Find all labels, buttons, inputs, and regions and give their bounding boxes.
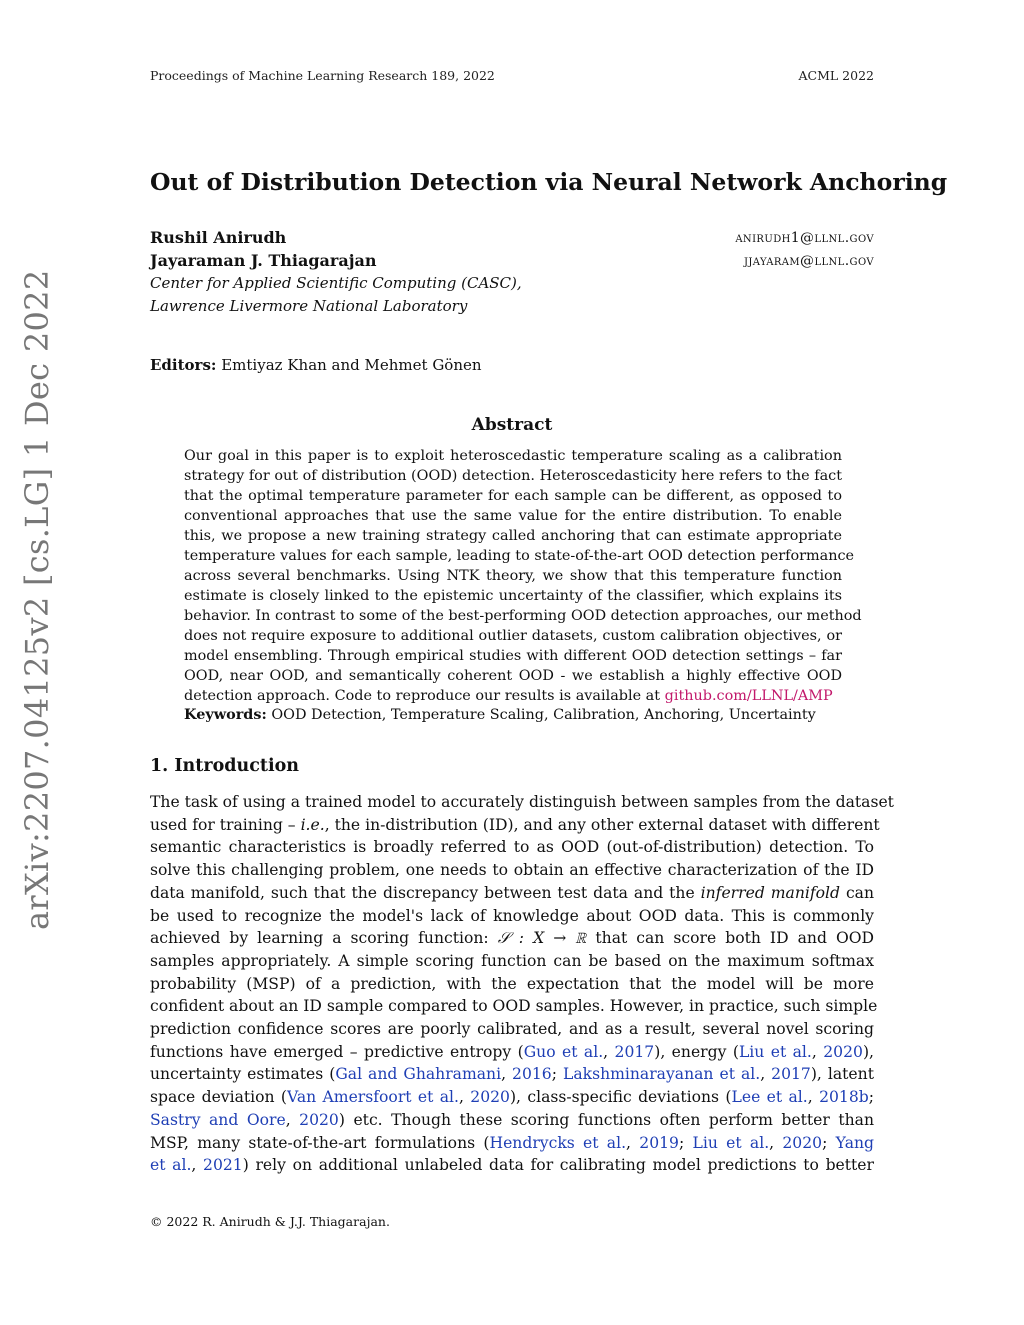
- abstract-line: Our goal in this paper is to exploit heteroscedastic temperature scaling as a calibration: [184, 448, 842, 464]
- citation-link[interactable]: Liu et al.: [738, 1042, 812, 1061]
- body-line: space deviation (Van Amersfoort et al., 2020), class-specific deviations (Lee et al., 2018b;: [150, 1088, 874, 1107]
- body-line: The task of using a trained model to accurately distinguish between samples from the dataset: [150, 793, 894, 811]
- citation-year-link[interactable]: 2020: [299, 1110, 339, 1129]
- keywords-label: Keywords:: [184, 706, 267, 723]
- citation-year-link[interactable]: 2020: [823, 1042, 863, 1061]
- abstract-line: estimate is closely linked to the epistemic uncertainty of the classifier, which explains its: [184, 588, 842, 604]
- body-line: Sastry and Oore, 2020) etc. Though these scoring functions often perform better than: [150, 1110, 875, 1129]
- abstract-line: temperature values for each sample, leading to state-of-the-art OOD detection performance: [184, 548, 855, 564]
- citation-link[interactable]: Hendrycks et al.: [489, 1133, 627, 1152]
- citation-link[interactable]: Yang: [835, 1133, 875, 1152]
- abstract-line: conventional approaches that use the same value for the entire distribution. To enable: [184, 508, 842, 524]
- citation-year-link[interactable]: 2017: [771, 1065, 811, 1084]
- abstract-line: [184, 686, 842, 706]
- citation-link[interactable]: Gal and Ghahramani: [335, 1065, 502, 1084]
- author-email[interactable]: jjayaram@llnl.gov: [743, 253, 874, 269]
- running-header-left: Proceedings of Machine Learning Research 189, 2022: [150, 68, 495, 83]
- author-2: [150, 251, 874, 270]
- abstract-line: that the optimal temperature parameter for each sample can be different, as opposed to: [184, 488, 842, 504]
- running-header-right: ACML 2022: [798, 68, 874, 83]
- body-line: semantic characteristics is broadly referred to as OOD (out-of-distribution) detection. To: [150, 838, 874, 857]
- body-line: uncertainty estimates (Gal and Ghahramani, 2016; Lakshminarayanan et al., 2017), latent: [150, 1065, 874, 1084]
- body-line: solve this challenging problem, one needs to obtain an effective characterization of the ID: [150, 861, 874, 880]
- citation-year-link[interactable]: 2021: [203, 1156, 243, 1175]
- abstract-line: model ensembling. Through empirical studies with different OOD detection settings – far: [184, 648, 842, 664]
- abstract-line: behavior. In contrast to some of the best-performing OOD detection approaches, our method: [184, 608, 862, 624]
- citation-year-link[interactable]: 2020: [470, 1088, 510, 1107]
- author-name: Jayaraman J. Thiagarajan: [150, 251, 377, 270]
- paper-title: Out of Distribution Detection via Neural Network Anchoring: [150, 168, 948, 196]
- body-line: et al., 2021) rely on additional unlabeled data for calibrating model predictions to better: [150, 1156, 874, 1175]
- body-line: samples appropriately. A simple scoring function can be based on the maximum softmax: [150, 951, 874, 970]
- citation-link[interactable]: Sastry and Oore: [150, 1110, 286, 1129]
- citation-year-link[interactable]: 2020: [782, 1133, 823, 1152]
- citation-year-link[interactable]: 2018b: [819, 1088, 869, 1107]
- abstract-line-text: detection approach. Code to reproduce our results is available at: [184, 688, 665, 704]
- copyright-footer: © 2022 R. Anirudh & J.J. Thiagarajan.: [150, 1214, 390, 1229]
- arxiv-stamp: arXiv:2207.04125v2 [cs.LG] 1 Dec 2022: [18, 269, 56, 930]
- keywords: [184, 706, 816, 723]
- math-expression: 𝒮 : X → ℝ: [497, 929, 587, 948]
- author-email[interactable]: anirudh1@llnl.gov: [735, 230, 874, 246]
- abstract-body: [184, 446, 862, 706]
- body-line: be used to recognize the model's lack of knowledge about OOD data. This is commonly: [150, 906, 874, 925]
- abstract-line: does not require exposure to additional outlier datasets, custom calibration objectives, or: [184, 628, 842, 644]
- citation-link[interactable]: Guo et al.: [523, 1042, 604, 1061]
- body-line: MSP, many state-of-the-art formulations (Hendrycks et al., 2019; Liu et al., 2020; Yang: [150, 1133, 875, 1152]
- body-line: used for training – i.e., the in-distribution (ID), and any other external dataset with different: [150, 815, 880, 834]
- citation-link[interactable]: Liu et al.: [692, 1133, 770, 1152]
- author-1: [150, 228, 874, 247]
- citation-link[interactable]: Lee et al.: [731, 1088, 808, 1107]
- abstract-line: across several benchmarks. Using NTK theory, we show that this temperature function: [184, 568, 842, 584]
- author-name: Rushil Anirudh: [150, 228, 287, 247]
- body-line: prediction confidence scores are poorly calibrated, and as a result, several novel scoring: [150, 1020, 874, 1039]
- citation-link[interactable]: Lakshminarayanan et al.: [562, 1065, 761, 1084]
- editors-names: Emtiyaz Khan and Mehmet Gönen: [221, 356, 482, 374]
- body-line: data manifold, such that the discrepancy between test data and the inferred manifold can: [150, 883, 875, 902]
- keywords-text: OOD Detection, Temperature Scaling, Calibration, Anchoring, Uncertainty: [271, 707, 816, 723]
- affiliation-line: Center for Applied Scientific Computing (CASC),: [150, 274, 522, 292]
- introduction-body: [150, 791, 894, 1177]
- citation-link[interactable]: et al.: [150, 1156, 192, 1175]
- citation-link[interactable]: Van Amersfoort et al.: [287, 1088, 459, 1107]
- body-line: functions have emerged – predictive entropy (Guo et al., 2017), energy (Liu et al., 2020),: [150, 1042, 874, 1061]
- citation-year-link[interactable]: 2017: [614, 1042, 655, 1061]
- body-line: achieved by learning a scoring function: 𝒮 : X → ℝ that can score both ID and OOD: [150, 929, 875, 948]
- citation-year-link[interactable]: 2016: [512, 1065, 552, 1084]
- abstract-line: strategy for out of distribution (OOD) detection. Heteroscedasticity here refers to the fact: [184, 468, 842, 484]
- abstract-line: this, we propose a new training strategy called anchoring that can estimate appropriate: [184, 528, 842, 544]
- abstract-heading: Abstract: [471, 415, 553, 435]
- abstract-line: OOD, near OOD, and semantically coherent OOD - we establish a highly effective OOD: [184, 668, 842, 684]
- affiliation-line: Lawrence Livermore National Laboratory: [150, 297, 468, 315]
- editors: [150, 356, 482, 374]
- body-line: confident about an ID sample compared to OOD samples. However, in practice, such simple: [150, 997, 878, 1016]
- code-link[interactable]: github.com/LLNL/AMP: [664, 688, 833, 704]
- editors-label: Editors:: [150, 356, 217, 374]
- citation-year-link[interactable]: 2019: [639, 1133, 679, 1152]
- section-heading: 1. Introduction: [150, 756, 299, 776]
- body-line: probability (MSP) of a prediction, with the expectation that the model will be more: [150, 974, 874, 993]
